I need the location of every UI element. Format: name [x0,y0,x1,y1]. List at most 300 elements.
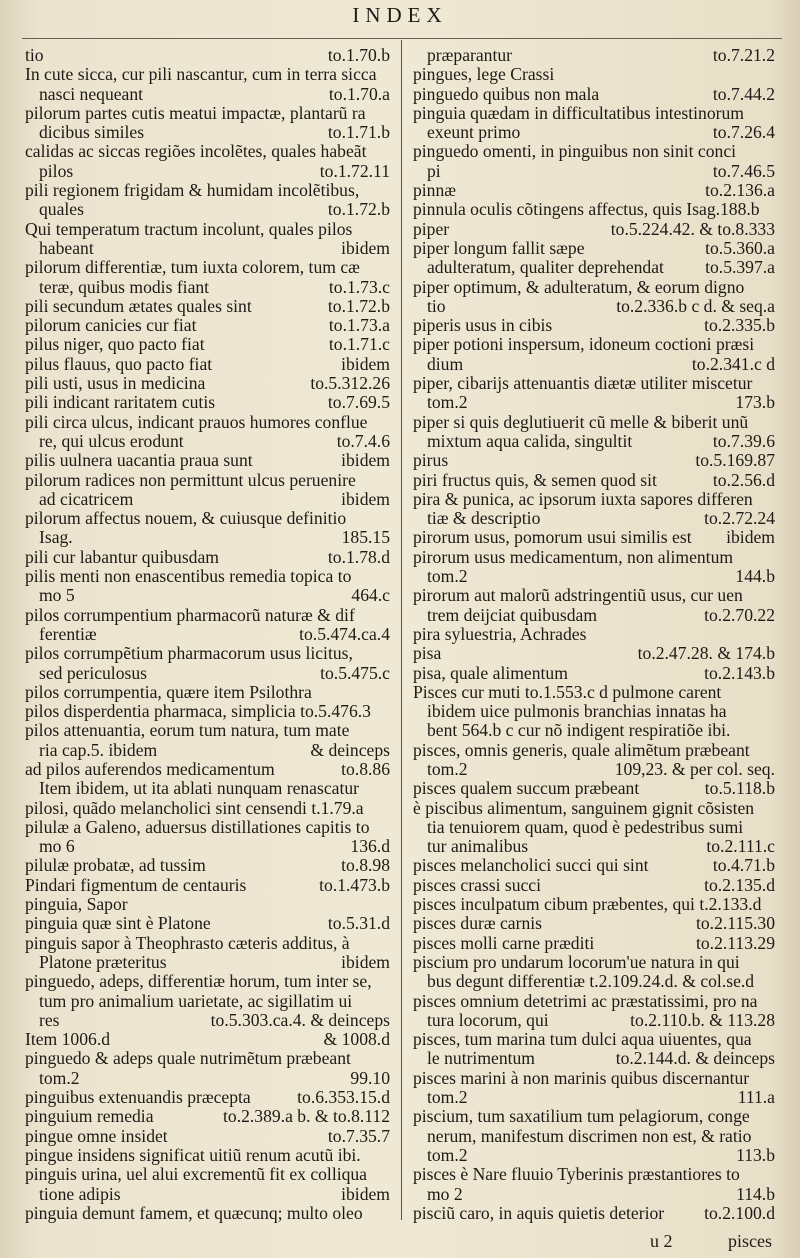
entry-reference: to.7.4.6 [336,430,390,451]
entry-reference: ibidem [341,237,390,258]
entry-text: pinguedo & adeps quale nutrimẽtum præbeant [25,1048,351,1069]
entry-reference: ibidem [341,488,390,509]
index-entry-line [25,239,390,258]
entry-text: pinnæ [413,180,457,201]
index-entry-line [25,162,390,181]
index-entry-line [413,297,775,316]
entry-text: pilis uulnera uacantia praua sunt [25,450,253,471]
index-entry-line [413,1185,775,1204]
index-entry-line [25,606,390,625]
entry-text: ria cap.5. ibidem [39,739,158,760]
entry-reference: to.7.46.5 [712,160,775,181]
entry-text: pilis menti non enascentibus remedia topica to [25,566,352,587]
entry-text: pilos corrumpẽtium pharmacorum usus licitus, [25,643,353,664]
index-entry-line [25,258,390,277]
entry-text: pirorum usus, pomorum usui similis est [413,527,692,548]
index-entry-line [413,837,775,856]
entry-reference: to.2.70.22 [704,604,775,625]
entry-text: tom.2 [39,1067,80,1088]
entry-reference: & 1008.d [323,1029,390,1050]
entry-text: Pisces cur muti to.1.553.c d pulmone carent [413,681,722,702]
entry-text: pinnula oculis cõtingens affectus, quis Isag.188.b [413,199,760,220]
entry-text: bus degunt differentiæ t.2.109.24.d. & col.se.d [427,971,755,992]
entry-text: pilos [39,160,74,181]
entry-text: pinguia demunt famem, et quæcunq; multo oleo [25,1202,363,1223]
entry-reference: to.7.35.7 [327,1125,390,1146]
entry-text: pinguedo quibus non mala [413,83,600,104]
entry-text: Platone præteritus [39,951,167,972]
index-entry-line [413,528,775,547]
index-entry-line [25,65,390,84]
index-entry-line [25,1127,390,1146]
entry-text: piper optimum, & adulteratum, & eorum digno [413,276,745,297]
entry-text: quales [39,199,84,220]
entry-text: bent 564.b c cur nõ indigent respiratiõe ibi. [427,720,731,741]
entry-text: pilorum partes cutis meatui impactæ, plantarũ ra [25,102,366,123]
right-column [413,46,775,1223]
entry-text: pirus [413,450,449,471]
index-entry-line [25,142,390,161]
index-entry-line [413,586,775,605]
entry-reference: to.2.110.b. & 113.28 [630,1009,775,1030]
index-entry-line [413,953,775,972]
index-entry-line [413,567,775,586]
entry-text: nasci nequeant [39,83,144,104]
index-entry-line [413,104,775,123]
index-entry-line [25,220,390,239]
index-entry-line [413,451,775,470]
entry-text: pisces duræ carnis [413,913,542,934]
entry-text: pinguedo, adeps, differentiæ horum, tum inter se, [25,971,372,992]
index-entry-line [25,432,390,451]
entry-text: pisces melancholici succi qui sint [413,855,649,876]
left-column [25,46,390,1223]
entry-text: ferentiæ [39,623,97,644]
index-entry-line [25,625,390,644]
entry-text: piscium, tum saxatilium tum pelagiorum, conge [413,1106,750,1127]
entry-text: piperis usus in cibis [413,315,553,336]
index-entry-line [25,85,390,104]
index-entry-line [25,567,390,586]
index-entry-line [25,856,390,875]
entry-reference: to.8.98 [341,855,390,876]
entry-reference: to.1.73.a [328,315,390,336]
index-entry-line [25,181,390,200]
entry-text: tom.2 [427,1087,468,1108]
entry-text: re, qui ulcus erodunt [39,430,184,451]
index-entry-line [25,1146,390,1165]
index-entry-line [25,528,390,547]
entry-text: pili usti, usus in medicina [25,373,206,394]
index-entry-line [25,104,390,123]
index-entry-line [413,934,775,953]
entry-reference: to.2.136.a [705,180,775,201]
entry-text: Item 1006.d [25,1029,111,1050]
entry-reference: 113.b [736,1144,775,1165]
index-entry-line [413,509,775,528]
index-entry-line [413,46,775,65]
entry-reference: to.2.47.28. & 174.b [637,643,775,664]
index-entry-line [25,953,390,972]
index-entry-line [413,799,775,818]
index-entry-line [25,451,390,470]
entry-reference: to.2.336.b c d. & seq.a [616,295,775,316]
column-divider [401,40,402,1220]
entry-reference: to.1.71.b [327,122,390,143]
entry-reference: to.7.21.2 [712,45,775,65]
entry-text: Qui temperatum tractum incolunt, quales pilos [25,218,353,239]
entry-reference: to.5.303.ca.4. & deinceps [210,1009,390,1030]
index-entry-line [413,142,775,161]
entry-text: piper longum fallit sæpe [413,237,585,258]
index-entry-line [413,1127,775,1146]
index-entry-line [25,393,390,412]
entry-text: tom.2 [427,566,468,587]
index-entry-line [413,278,775,297]
index-entry-line [413,721,775,740]
entry-reference: 464.c [351,585,390,606]
entry-reference: to.5.169.87 [695,450,775,471]
entry-text: pira & punica, ac ipsorum iuxta sapores differen [413,488,753,509]
index-entry-line [413,1088,775,1107]
index-entry-line [25,1030,390,1049]
index-entry-line [413,1204,775,1223]
entry-text: ad cicatricem [39,488,134,509]
index-entry-line [25,1165,390,1184]
index-entry-line [413,1107,775,1126]
index-entry-line [413,200,775,219]
entry-text: ibidem uice pulmonis branchias innatas ha [427,701,727,722]
entry-reference: to.5.397.a [705,257,775,278]
entry-reference: to.1.71.c [328,334,390,355]
entry-reference: to.5.31.d [327,913,390,934]
index-entry-line [413,1030,775,1049]
entry-text: calidas ac siccas regiões incolẽtes, quales habeãt [25,141,367,162]
entry-text: pinguia, Sapor [25,894,128,915]
entry-text: pilos corrumpentium pharmacorũ naturæ & dif [25,604,355,625]
entry-reference: to.2.113.29 [695,932,775,953]
index-entry-line [413,65,775,84]
index-entry-line [25,972,390,991]
entry-text: pingue insidens significat uitiũ renum acutũ ibi. [25,1144,361,1165]
entry-text: pilorum affectus nouem, & cuiusque definitio [25,508,347,529]
index-entry-line [413,683,775,702]
entry-text: pirorum usus medicamentum, non alimentum [413,546,734,567]
index-entry-line [413,162,775,181]
entry-reference: & deinceps [310,739,390,760]
entry-text: mo 5 [39,585,75,606]
entry-text: habeant [39,237,94,258]
entry-reference: to.5.360.a [705,237,775,258]
entry-text: Isag. [39,527,73,548]
index-entry-line [413,413,775,432]
entry-text: pinguis sapor à Theophrasto cæteris additus, à [25,932,350,953]
entry-reference: to.2.341.c d [691,353,775,374]
index-entry-line [413,606,775,625]
entry-text: pingues, lege Crassi [413,64,555,85]
index-entry-line [413,1011,775,1030]
entry-text: pilos attenuantia, eorum tum natura, tum mate [25,720,350,741]
index-entry-line [413,1069,775,1088]
entry-text: pi [427,160,441,181]
index-entry-line [25,702,390,721]
entry-reference: to.2.135.d [704,874,775,895]
entry-text: dicibus similes [39,122,145,143]
entry-reference: to.5.224.42. & to.8.333 [610,218,775,239]
entry-text: pinguia quæ sint è Platone [25,913,211,934]
index-entry-line [413,760,775,779]
index-entry-line [413,1146,775,1165]
index-entry-line [25,741,390,760]
page-header: INDEX [352,3,448,27]
entry-reference: 111.a [737,1087,775,1108]
entry-reference: to.7.44.2 [712,83,775,104]
entry-reference: to.7.69.5 [327,392,390,413]
entry-reference: 185.15 [341,527,390,548]
entry-text: nerum, manifestum discrimen non est, & ratio [427,1125,752,1146]
entry-text: res [39,1009,60,1030]
entry-text: pilus niger, quo pacto fiat [25,334,205,355]
entry-text: pili circa ulcus, indicant prauos humores conflue [25,411,368,432]
entry-text: mixtum aqua calida, singultit [427,430,633,451]
entry-reference: 99.10 [350,1067,390,1088]
index-entry-line [25,644,390,663]
index-entry-line [25,818,390,837]
entry-reference: ibidem [341,951,390,972]
entry-text: præparantur [427,45,513,65]
entry-reference: to.8.86 [341,758,390,779]
entry-reference: to.2.335.b [704,315,775,336]
header-rule [22,38,782,39]
entry-text: pisces, omnis generis, quale alimẽtum præbeant [413,739,750,760]
index-entry-line [25,46,390,65]
entry-reference: to.6.353.15.d [297,1087,390,1108]
entry-reference: to.2.72.24 [704,508,775,529]
entry-text: pisces marini à non marinis quibus discernantur [413,1067,750,1088]
entry-text: teræ, quibus modis fiant [39,276,210,297]
entry-reference: to.5.118.b [704,778,775,799]
index-entry-line [25,297,390,316]
entry-text: mo 6 [39,836,75,857]
entry-text: exeunt primo [427,122,521,143]
entry-text: tiæ & descriptio [427,508,541,529]
index-entry-line [25,1049,390,1068]
index-entry-line [413,258,775,277]
entry-text: pili secundum ætates quales sint [25,295,252,316]
index-entry-line [413,316,775,335]
index-entry-line [413,490,775,509]
entry-reference: to.4.71.b [712,855,775,876]
entry-text: pinguedo omenti, in pinguibus non sinit conci [413,141,737,162]
entry-reference: ibidem [341,1183,390,1204]
index-entry-line [25,664,390,683]
entry-text: piper, cibarijs attenuantis diætæ utiliter miscetur [413,373,753,394]
index-entry-line [25,779,390,798]
entry-text: pirorum aut malorũ adstringentiũ usus, cur uen [413,585,743,606]
entry-text: pisa [413,643,442,664]
entry-reference: to.7.26.4 [712,122,775,143]
index-entry-line [413,992,775,1011]
entry-reference: to.7.39.6 [712,430,775,451]
entry-text: Item ibidem, ut ita ablati nunquam renascatur [39,778,360,799]
index-entry-line [25,316,390,335]
index-entry-line [25,1069,390,1088]
entry-text: pili regionem frigidam & humidam incolẽtibus, [25,180,360,201]
entry-text: pisces qualem succum præbeant [413,778,640,799]
signature-mark: u 2 [650,1231,673,1251]
entry-reference: 114.b [736,1183,775,1204]
entry-text: pisa, quale alimentum [413,662,568,683]
index-entry-line [413,181,775,200]
entry-reference: to.1.72.b [327,295,390,316]
index-entry-line [25,490,390,509]
index-entry-line [25,721,390,740]
index-entry-line [413,664,775,683]
index-entry-line [25,123,390,142]
index-entry-line [25,200,390,219]
entry-text: Pindari figmentum de centauris [25,874,247,895]
index-entry-line [25,1088,390,1107]
index-entry-line [25,374,390,393]
index-entry-line [413,972,775,991]
entry-text: tom.2 [427,392,468,413]
index-entry-line [25,760,390,779]
index-entry-line [413,374,775,393]
entry-text: trem deijciat quibusdam [427,604,598,625]
entry-text: pisces omnium detetrimi ac præstatissimi, pro na [413,990,758,1011]
entry-text: pili cur labantur quibusdam [25,546,219,567]
entry-text: pilosi, quãdo melancholici sint censendi t.1.79.a [25,797,364,818]
index-entry-line [25,278,390,297]
entry-text: pisciũ caro, in aquis quietis deterior [413,1202,665,1223]
entry-text: piri fructus quis, & semen quod sit [413,469,657,490]
entry-text: pisces crassi succi [413,874,542,895]
index-entry-line [413,471,775,490]
entry-text: tura locorum, qui [427,1009,549,1030]
entry-reference: to.2.115.30 [695,913,775,934]
index-entry-line [25,413,390,432]
entry-text: mo 2 [427,1183,463,1204]
index-entry-line [25,1107,390,1126]
entry-text: pinguibus extenuandis præcepta [25,1087,251,1108]
entry-text: pilorum differentiæ, tum iuxta colorem, tum cæ [25,257,360,278]
entry-text: dium [427,353,464,374]
entry-reference: ibidem [341,450,390,471]
entry-reference: to.1.70.a [328,83,390,104]
entry-text: tum pro animalium uarietate, ac sigillatim ui [39,990,353,1011]
index-entry-line [25,355,390,374]
entry-reference: to.2.389.a b. & to.8.112 [223,1106,390,1127]
index-entry-line [413,818,775,837]
entry-reference: to.2.111.c [706,836,775,857]
entry-reference: to.1.72.11 [319,160,390,181]
entry-text: pilulæ a Galeno, aduersus distillationes capitis to [25,816,370,837]
entry-text: è piscibus alimentum, sanguinem gignit cõsisten [413,797,755,818]
entry-text: pilos disperdentia pharmaca, simplicia to.5.476.3 [25,701,371,722]
entry-text: pisces inculpatum cibum præbentes, qui t.2.133.d [413,894,762,915]
index-entry-line [413,914,775,933]
entry-text: piper potioni inspersum, idoneum coctioni præsi [413,334,755,355]
index-entry-line [25,895,390,914]
index-entry-line [25,548,390,567]
index-entry-line [25,1185,390,1204]
entry-text: pilorum canicies cur fiat [25,315,197,336]
index-entry-line [413,856,775,875]
index-entry-line [413,393,775,412]
index-entry-line [25,914,390,933]
entry-text: pilulæ probatæ, ad tussim [25,855,206,876]
entry-text: pisces, tum marina tum dulci aqua uiuentes, qua [413,1029,752,1050]
index-entry-line [25,586,390,605]
index-entry-line [25,992,390,1011]
index-entry-line [25,471,390,490]
entry-reference: to.1.78.d [327,546,390,567]
index-entry-line [413,220,775,239]
index-entry-line [25,1011,390,1030]
entry-text: pilus flauus, quo pacto fiat [25,353,213,374]
index-entry-line [25,876,390,895]
entry-text: adulteratum, qualiter deprehendat [427,257,664,278]
index-entry-line [25,799,390,818]
entry-text: tio [427,295,446,316]
entry-text: pisces molli carne præditi [413,932,595,953]
entry-text: pinguis urina, uel alui excrementũ fit ex colliqua [25,1164,367,1185]
entry-reference: to.2.143.b [704,662,775,683]
entry-reference: to.1.70.b [327,45,390,65]
entry-text: pingue omne insidet [25,1125,168,1146]
entry-text: pilos corrumpentia, quære item Psilothra [25,681,312,702]
entry-text: tione adipis [39,1183,121,1204]
index-entry-line [413,779,775,798]
index-entry-line [25,934,390,953]
index-entry-line [413,548,775,567]
entry-reference: to.2.100.d [704,1202,775,1223]
entry-text: piper si quis deglutiuerit cũ melle & biberit unũ [413,411,749,432]
entry-reference: to.5.474.ca.4 [299,623,390,644]
index-entry-line [413,741,775,760]
entry-text: sed periculosus [39,662,147,683]
entry-text: pilorum radices non permittunt ulcus peruenire [25,469,356,490]
entry-text: pili indicant raritatem cutis [25,392,216,413]
index-entry-line [413,1049,775,1068]
entry-text: pinguia quædam in difficultatibus intestinorum [413,102,744,123]
entry-reference: to.2.144.d. & deinceps [615,1048,775,1069]
entry-text: tio [25,45,44,65]
index-entry-line [413,876,775,895]
index-entry-line [413,644,775,663]
index-entry-line [413,85,775,104]
catchword: pisces [728,1231,772,1251]
entry-text: pira syluestria, Achrades [413,623,587,644]
index-entry-line [25,509,390,528]
entry-text: piper [413,218,450,239]
index-entry-line [413,1165,775,1184]
index-entry-line [413,123,775,142]
index-entry-line [413,702,775,721]
index-entry-line [413,335,775,354]
entry-text: tom.2 [427,1144,468,1165]
entry-reference: to.5.475.c [320,662,390,683]
index-entry-line [413,625,775,644]
entry-reference: to.1.473.b [319,874,390,895]
index-entry-line [25,1204,390,1223]
entry-text: tia tenuiorem quam, quod è pedestribus sumi [427,816,744,837]
entry-reference: 136.d [350,836,390,857]
index-entry-line [25,837,390,856]
entry-reference: to.1.73.c [328,276,390,297]
entry-reference: to.5.312.26 [310,373,390,394]
index-entry-line [413,355,775,374]
